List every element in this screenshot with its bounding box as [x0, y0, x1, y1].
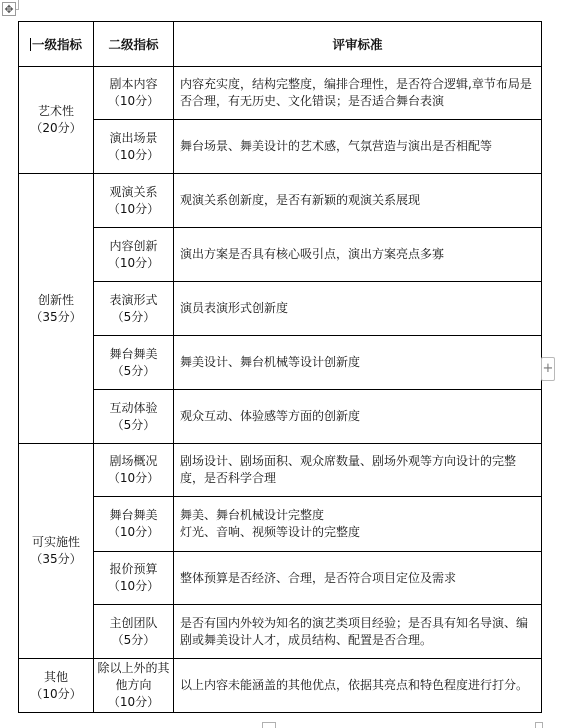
- criteria-cell[interactable]: 演员表演形式创新度: [174, 282, 542, 336]
- table-resize-handle[interactable]: [262, 722, 276, 728]
- level1-cell[interactable]: 可实施性 （35分）: [19, 444, 94, 659]
- level2-cell[interactable]: 内容创新 （10分）: [94, 228, 174, 282]
- add-column-icon[interactable]: +: [541, 357, 555, 381]
- table-row: [19, 390, 542, 444]
- table-row: [19, 120, 542, 174]
- table-row: [19, 444, 542, 497]
- table-row: [19, 282, 542, 336]
- level1-cell[interactable]: 创新性 （35分）: [19, 174, 94, 444]
- criteria-cell[interactable]: 是否有国内外较为知名的演艺类项目经验；是否具有知名导演、编剧或舞美设计人才，成员结构、配置是否合理。: [174, 605, 542, 659]
- header-criteria[interactable]: 评审标准: [174, 22, 542, 67]
- level2-cell[interactable]: 舞台舞美 （10分）: [94, 497, 174, 552]
- level2-cell[interactable]: 观演关系 （10分）: [94, 174, 174, 228]
- level2-cell[interactable]: 剧场概况 （10分）: [94, 444, 174, 497]
- criteria-cell[interactable]: 以上内容未能涵盖的其他优点，依据其亮点和特色程度进行打分。: [174, 659, 542, 713]
- table-row: [19, 336, 542, 390]
- level2-cell[interactable]: 互动体验 （5分）: [94, 390, 174, 444]
- level2-cell[interactable]: 主创团队 （5分）: [94, 605, 174, 659]
- level2-cell[interactable]: 表演形式 （5分）: [94, 282, 174, 336]
- criteria-cell[interactable]: 舞美、舞台机械设计完整度 灯光、音响、视频等设计的完整度: [174, 497, 542, 552]
- text-cursor: [30, 38, 31, 51]
- criteria-cell[interactable]: 观演关系创新度，是否有新颖的观演关系展现: [174, 174, 542, 228]
- criteria-cell[interactable]: 舞台场景、舞美设计的艺术感，气氛营造与演出是否相配等: [174, 120, 542, 174]
- level2-cell[interactable]: 舞台舞美 （5分）: [94, 336, 174, 390]
- level2-cell[interactable]: 报价预算 （10分）: [94, 552, 174, 605]
- criteria-cell[interactable]: 内容充实度，结构完整度，编排合理性，是否符合逻辑,章节布局是否合理，有无历史、文化错误；是否适合舞台表演: [174, 67, 542, 120]
- table-row: [19, 67, 542, 120]
- table-row: [19, 228, 542, 282]
- header-level2[interactable]: 二级指标: [94, 22, 174, 67]
- table-row: [19, 659, 542, 713]
- level2-cell[interactable]: 剧本内容 （10分）: [94, 67, 174, 120]
- table-row: [19, 497, 542, 552]
- review-criteria-table: [18, 21, 542, 713]
- criteria-cell[interactable]: 演出方案是否具有核心吸引点，演出方案亮点多寡: [174, 228, 542, 282]
- table-row: [19, 552, 542, 605]
- criteria-cell[interactable]: 观众互动、体验感等方面的创新度: [174, 390, 542, 444]
- table-move-handle-icon[interactable]: ✥: [2, 2, 16, 16]
- table-row: [19, 174, 542, 228]
- criteria-cell[interactable]: 舞美设计、舞台机械等设计创新度: [174, 336, 542, 390]
- table-corner-handle[interactable]: [535, 722, 543, 728]
- level2-cell[interactable]: 演出场景 （10分）: [94, 120, 174, 174]
- table-row: [19, 605, 542, 659]
- criteria-cell[interactable]: 剧场设计、剧场面积、观众席数量、剧场外观等方向设计的完整度，是否科学合理: [174, 444, 542, 497]
- level1-cell[interactable]: 其他 （10分）: [19, 659, 94, 713]
- level1-cell[interactable]: 艺术性 （20分）: [19, 67, 94, 174]
- level2-cell[interactable]: 除以上外的其他方向 （10分）: [94, 659, 174, 713]
- header-row: [19, 22, 542, 67]
- header-level1[interactable]: 一级指标: [19, 22, 94, 67]
- criteria-cell[interactable]: 整体预算是否经济、合理，是否符合项目定位及需求: [174, 552, 542, 605]
